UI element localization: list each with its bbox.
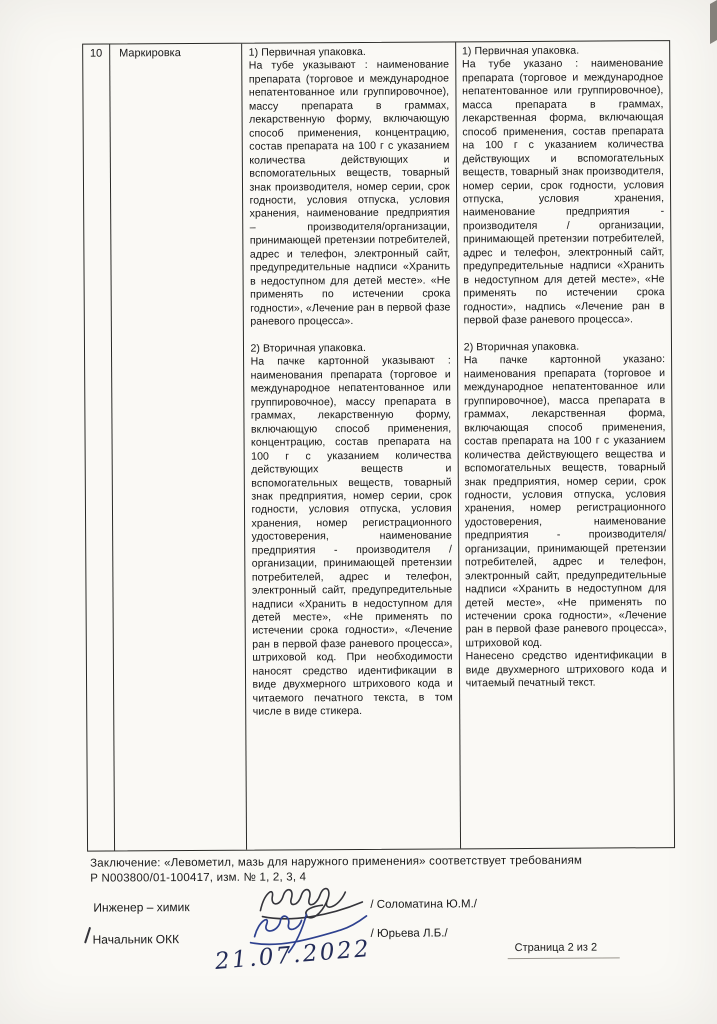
signer2-role: Начальник ОКК — [92, 932, 180, 947]
actual-text: 1) Первичная упаковка. На тубе указано : наименование препарата (торговое и международное непатентованное или группировочное), масса препарата в граммах, лекарственная форма, включающая способ применения, состав препарата на 100 г с указанием количества действующих и вспомогательных веществ, товарный знак производителя, номер серии, срок годности, условия отпуска, условия хранения, наименование предприятия - производителя / организации, принимающей претензии потребителей, адрес и телефон, электронный сайт, предупредительные надписи «Хранить в недоступном для детей месте», «Не применять по истечении срока годности», надпись «Лечение ран в первой фазе раневого процесса». 2) Вторичная упаковка. На пачке картонной указано: наименования препарата (торговое и международное непатентованное или группировочное), масса препарата в граммах, лекарственная форма, включающая способ применения, состав препарата на 100 г с указанием количества действующего вещества и вспомогательных веществ, товарный знак предприятия, номер серии, срок годности, условия отпуска, условия хранения, номер регистрационного удостоверения, наименование предприятия - производителя/ организации, принимающей претензии потребителей, адрес и телефон, электронный сайт, предупредительные надписи «Хранить в недоступном для детей месте», «Не применять по истечении срока годности», «Лечение ран в первой фазе раневого процесса», штриховой код. Нанесено средство идентификации в виде двухмерного штрихового кода и читаемый печатный текст. — [461, 44, 667, 690]
requirements-text: 1) Первичная упаковка. На тубе указывают : наименование препарата (торговое и международное непатентованное или группировочное), массу препарата в граммах, лекарственную форму, включающую способ применения, концентрацию, состав препарата на 100 г с указанием количества действующих и вспомогательных веществ, товарный знак производителя, номер серии, срок годности, условия отпуска, условия хранения, наименование предприятия – производителя/организации, принимающей претензии потребителей, адрес и телефон, электронный сайт, предупредительные надписи «Хранить в недоступном для детей месте». «Не применять по истечении срока годности», «Лечение ран в первой фазе раневого процесса». 2) Вторичная упаковка. На пачке картонной указывают : наименования препарата (торговое и международное непатентованное или группировочное), массу препарата в граммах, лекарственную форму, включающую способ применения, концентрацию, состав препарата на 100 г с указанием количества действующих веществ и вспомогательных веществ, товарный знак предприятия, номер серии, срок годности, условия отпуска, условия хранения, номер регистрационного удостоверения, наименование предприятия - производителя / организации, принимающей претензии потребителей, адрес и телефон, электронный сайт, предупредительные надписи «Хранить в недоступном для детей месте», «Не применять по истечении срока годности», «Лечение ран в первой фазе раневого процесса», штриховой код. При необходимости наносят средство идентификации в виде двухмерного штрихового кода и читаемого печатного текста, в том числе в виде стикера. — [248, 45, 453, 718]
page-number: Страница 2 из 2 — [514, 941, 598, 955]
row-number: 10 — [89, 47, 103, 60]
marking-table — [82, 40, 675, 852]
requirements-cell — [243, 42, 461, 849]
handwritten-date: 21.07.2022 — [213, 935, 373, 975]
actual-cell — [456, 41, 674, 848]
conclusion-line-2: Р N003800/01-100417, изм. № 1, 2, 3, 4 — [90, 871, 307, 885]
signer1-role: Инженер – химик — [93, 900, 190, 915]
row-label: Маркировка — [119, 47, 181, 60]
conclusion-line-1: Заключение: «Левометил, мазь для наружного применения» соответствует требованиям — [90, 854, 583, 870]
signer1-name: / Соломатина Ю.М./ — [370, 898, 477, 911]
row-label-cell — [110, 44, 247, 851]
ink-slash-mark — [84, 927, 91, 944]
page-number-underline — [508, 957, 620, 959]
signer2-name: / Юрьева Л.Б./ — [370, 927, 448, 940]
